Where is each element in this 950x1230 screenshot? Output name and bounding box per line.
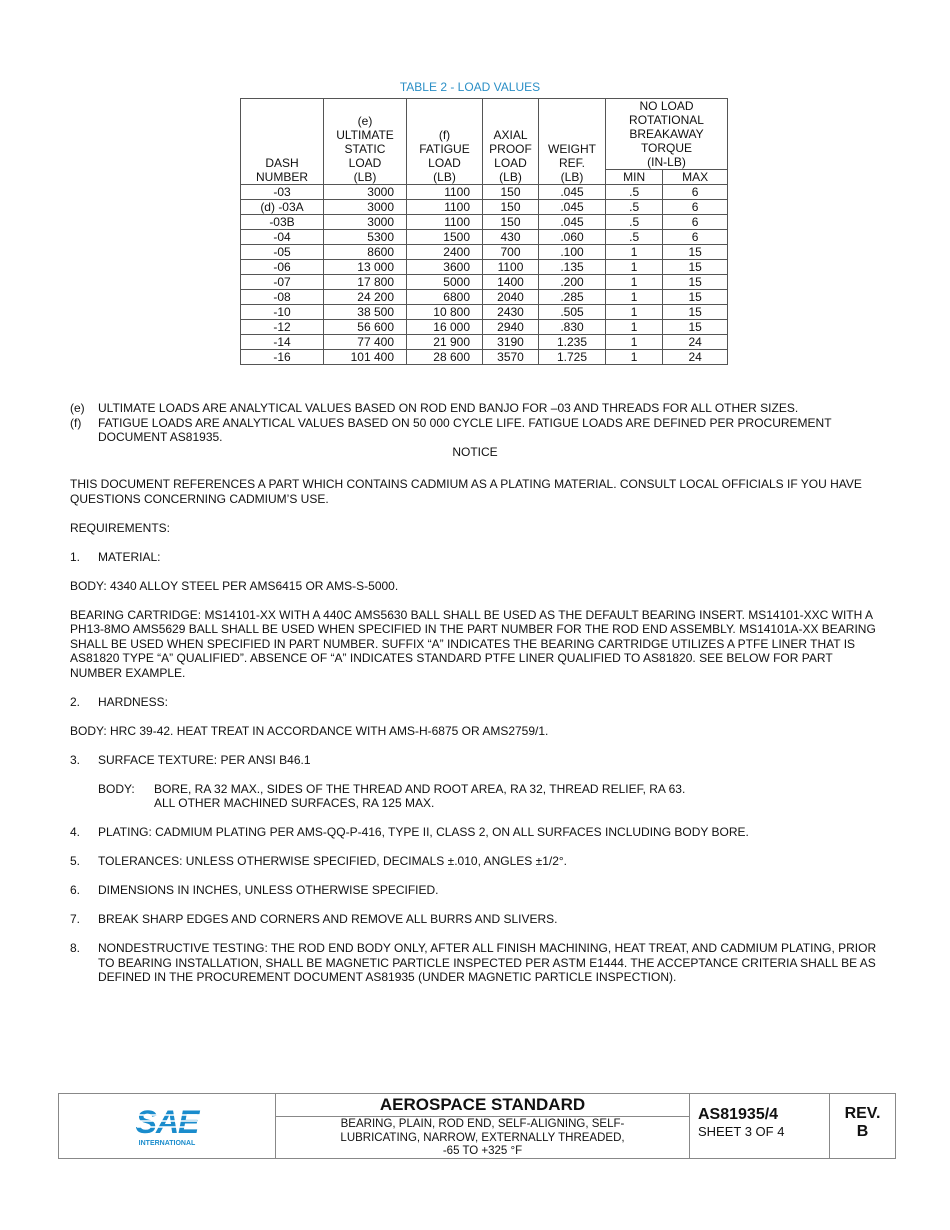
table-cell: 38 500	[324, 305, 407, 320]
table-row	[241, 335, 728, 350]
table-cell: -03B	[241, 215, 324, 230]
header-weight: WEIGHT REF. (LB)	[539, 99, 606, 185]
table-cell: 1	[606, 335, 663, 350]
sae-logo	[59, 1094, 276, 1158]
table-cell: 24 200	[324, 290, 407, 305]
table-cell: 150	[483, 215, 539, 230]
doc-number: AS81935/4	[698, 1106, 779, 1123]
table-cell: .5	[606, 185, 663, 200]
sheet-number: SHEET 3 OF 4	[698, 1124, 785, 1139]
table-cell: .5	[606, 215, 663, 230]
table-cell: 3190	[483, 335, 539, 350]
table-cell: 1500	[407, 230, 483, 245]
notice-heading: NOTICE	[452, 444, 498, 459]
note-e: (e) ULTIMATE LOADS ARE ANALYTICAL VALUES BASED ON ROD END BANJO FOR –03 AND THREADS FOR ALL OTHER SIZES.	[70, 401, 799, 415]
table-cell: 6800	[407, 290, 483, 305]
table-caption: TABLE 2 - LOAD VALUES	[399, 80, 541, 94]
req-material: 1. MATERIAL:	[70, 549, 161, 564]
table-cell: 2040	[483, 290, 539, 305]
table-cell: 1.725	[539, 350, 606, 365]
table-cell: .060	[539, 230, 606, 245]
table-cell: 1	[606, 305, 663, 320]
sae-logo-text: SAE	[135, 1104, 199, 1140]
revision-cell	[830, 1094, 895, 1158]
table-cell: 6	[663, 185, 728, 200]
table-cell: 700	[483, 245, 539, 260]
table-row	[241, 200, 728, 215]
table-cell: 3600	[407, 260, 483, 275]
req-hardness: 2. HARDNESS:	[70, 694, 169, 709]
table-cell: 1	[606, 290, 663, 305]
table-row	[241, 215, 728, 230]
table-cell: 28 600	[407, 350, 483, 365]
req-item: 6. DIMENSIONS IN INCHES, UNLESS OTHERWISE SPECIFIED.	[70, 883, 439, 897]
table-cell: 6	[663, 230, 728, 245]
table-cell: 13 000	[324, 260, 407, 275]
table-cell: 1.235	[539, 335, 606, 350]
table-cell: .5	[606, 200, 663, 215]
table-cell: 24	[663, 335, 728, 350]
table-cell: 15	[663, 275, 728, 290]
table-cell: 1100	[407, 200, 483, 215]
rev-label: REV.	[844, 1105, 881, 1122]
table-cell: 150	[483, 200, 539, 215]
part-description: BEARING, PLAIN, ROD END, SELF-ALIGNING, SELF- LUBRICATING, NARROW, EXTERNALLY THREADED, -65 TO +325 °F	[340, 1118, 625, 1157]
doc-cell	[690, 1094, 830, 1158]
table-cell: 15	[663, 245, 728, 260]
table-row	[241, 260, 728, 275]
table-cell: -08	[241, 290, 324, 305]
req-item: 5. TOLERANCES: UNLESS OTHERWISE SPECIFIED, DECIMALS ±.010, ANGLES ±1/2°.	[70, 854, 568, 868]
req-item: 8. NONDESTRUCTIVE TESTING: THE ROD END BODY ONLY, AFTER ALL FINISH MACHINING, HEAT TREAT, AND CADMIUM PLATING, PRIOR TO BEARING INSTALLATION, SHALL BE MAGNETIC PARTICLE INSPECTED PER ASTM E1444. THE ACCEPTANCE CRITERIA SHALL BE AS DEFINED IN THE PROCUREMENT DOCUMENT AS81935 (UNDER MAGNETIC PARTICLE INSPECTION).	[70, 941, 877, 984]
table-cell: 150	[483, 185, 539, 200]
table-cell: 5300	[324, 230, 407, 245]
table-cell: 101 400	[324, 350, 407, 365]
req-item: 4. PLATING: CADMIUM PLATING PER AMS-QQ-P-416, TYPE II, CLASS 2, ON ALL SURFACES INCLUDING BODY BORE.	[70, 825, 749, 839]
table-cell: 15	[663, 260, 728, 275]
table-cell: 1	[606, 350, 663, 365]
table-row	[241, 275, 728, 290]
title-cell	[276, 1094, 690, 1158]
table-cell: 3000	[324, 215, 407, 230]
table-cell: 2430	[483, 305, 539, 320]
table-cell: -03	[241, 185, 324, 200]
table-row	[241, 185, 728, 200]
table-row	[241, 290, 728, 305]
table-row	[241, 350, 728, 365]
table-cell: 8600	[324, 245, 407, 260]
table-cell: .200	[539, 275, 606, 290]
material-body: BODY: 4340 ALLOY STEEL PER AMS6415 OR AMS-S-5000.	[70, 578, 399, 593]
table-cell: .045	[539, 215, 606, 230]
material-bearing: BEARING CARTRIDGE: MS14101-XX WITH A 440C AMS5630 BALL SHALL BE USED AS THE DEFAULT BEARING INSERT. MS14101-XXC WITH A PH13-8MO AMS5629 BALL SHALL BE USED WHEN SPECIFIED IN THE PART NUMBER FOR THE ROD END ASSEMBLY. MS14101A-XX BEARING SHALL BE USED WHEN SPECIFIED IN PART NUMBER. SUFFIX “A” INDICATES THE BEARING CARTRIDGE UTILIZES A PTFE LINER THAT IS AS81820 TYPE “A” QUALIFIED”. ABSENCE OF “A” INDICATES STANDARD PTFE LINER QUALIFIED TO AS81820. SEE BELOW FOR PART NUMBER EXAMPLE.	[70, 607, 876, 680]
sae-logo-sub: INTERNATIONAL	[138, 1140, 196, 1147]
table-cell: 15	[663, 305, 728, 320]
table-cell: 21 900	[407, 335, 483, 350]
table-cell: 3000	[324, 200, 407, 215]
table-cell: 2400	[407, 245, 483, 260]
table-cell: 15	[663, 290, 728, 305]
table-cell: 430	[483, 230, 539, 245]
table-cell: 16 000	[407, 320, 483, 335]
table-cell: -04	[241, 230, 324, 245]
table-cell: -05	[241, 245, 324, 260]
table-cell: 1100	[483, 260, 539, 275]
table-cell: 1400	[483, 275, 539, 290]
table-row	[241, 230, 728, 245]
texture-body: BODY: BORE, RA 32 MAX., SIDES OF THE THREAD AND ROOT AREA, RA 32, THREAD RELIEF, RA 63. ALL OTHER MACHINED SURFACES, RA 125 MAX.	[98, 781, 686, 810]
table-cell: -12	[241, 320, 324, 335]
table-notes	[70, 401, 880, 459]
table-cell: 15	[663, 320, 728, 335]
header-max: MAX	[663, 170, 728, 185]
table-cell: -07	[241, 275, 324, 290]
header-fatigue: (f) FATIGUE LOAD (LB)	[407, 99, 483, 185]
table-cell: 2940	[483, 320, 539, 335]
table-cell: 3570	[483, 350, 539, 365]
table-cell: 3000	[324, 185, 407, 200]
header-min: MIN	[606, 170, 663, 185]
header-torque: NO LOAD ROTATIONAL BREAKAWAY TORQUE (IN-LB)	[606, 99, 728, 170]
standard-title: AEROSPACE STANDARD	[276, 1094, 689, 1117]
table-row	[241, 245, 728, 260]
table-cell: 1	[606, 260, 663, 275]
table-cell: -14	[241, 335, 324, 350]
table-cell: -10	[241, 305, 324, 320]
table-cell: .045	[539, 185, 606, 200]
req-texture: 3. SURFACE TEXTURE: PER ANSI B46.1	[70, 752, 311, 767]
notice-text: THIS DOCUMENT REFERENCES A PART WHICH CONTAINS CADMIUM AS A PLATING MATERIAL. CONSULT LOCAL OFFICIALS IF YOU HAVE QUESTIONS CONCERNING CADMIUM’S USE.	[70, 477, 862, 506]
table-row	[241, 305, 728, 320]
title-block	[58, 1093, 896, 1159]
hardness-body: BODY: HRC 39-42. HEAT TREAT IN ACCORDANCE WITH AMS-H-6875 OR AMS2759/1.	[70, 723, 549, 738]
requirements-heading: REQUIREMENTS:	[70, 520, 171, 535]
rev-value: B	[856, 1123, 869, 1140]
load-values-table	[240, 98, 728, 365]
table-cell: (d) -03A	[241, 200, 324, 215]
table-cell: .100	[539, 245, 606, 260]
table-cell: -06	[241, 260, 324, 275]
table-cell: 6	[663, 200, 728, 215]
table-cell: 6	[663, 215, 728, 230]
table-cell: 77 400	[324, 335, 407, 350]
table-cell: .5	[606, 230, 663, 245]
table-cell: .045	[539, 200, 606, 215]
table-cell: .285	[539, 290, 606, 305]
header-axial: AXIAL PROOF LOAD (LB)	[483, 99, 539, 185]
table-cell: .505	[539, 305, 606, 320]
table-cell: 1100	[407, 185, 483, 200]
table-cell: .830	[539, 320, 606, 335]
req-item: 7. BREAK SHARP EDGES AND CORNERS AND REMOVE ALL BURRS AND SLIVERS.	[70, 912, 558, 926]
note-f: (f) FATIGUE LOADS ARE ANALYTICAL VALUES BASED ON 50 000 CYCLE LIFE. FATIGUE LOADS ARE DEFINED PER PROCUREMENT DOCUMENT AS81935.	[70, 415, 832, 444]
document-body	[70, 477, 880, 999]
table-row	[241, 320, 728, 335]
table-cell: 10 800	[407, 305, 483, 320]
table-cell: 17 800	[324, 275, 407, 290]
table-cell: 1	[606, 245, 663, 260]
table-cell: 1	[606, 320, 663, 335]
header-dash: DASH NUMBER	[241, 99, 324, 185]
table-cell: 1	[606, 275, 663, 290]
header-ultimate: (e) ULTIMATE STATIC LOAD (LB)	[324, 99, 407, 185]
table-cell: 1100	[407, 215, 483, 230]
table-cell: .135	[539, 260, 606, 275]
table-cell: 24	[663, 350, 728, 365]
table-cell: -16	[241, 350, 324, 365]
table-cell: 5000	[407, 275, 483, 290]
table-cell: 56 600	[324, 320, 407, 335]
